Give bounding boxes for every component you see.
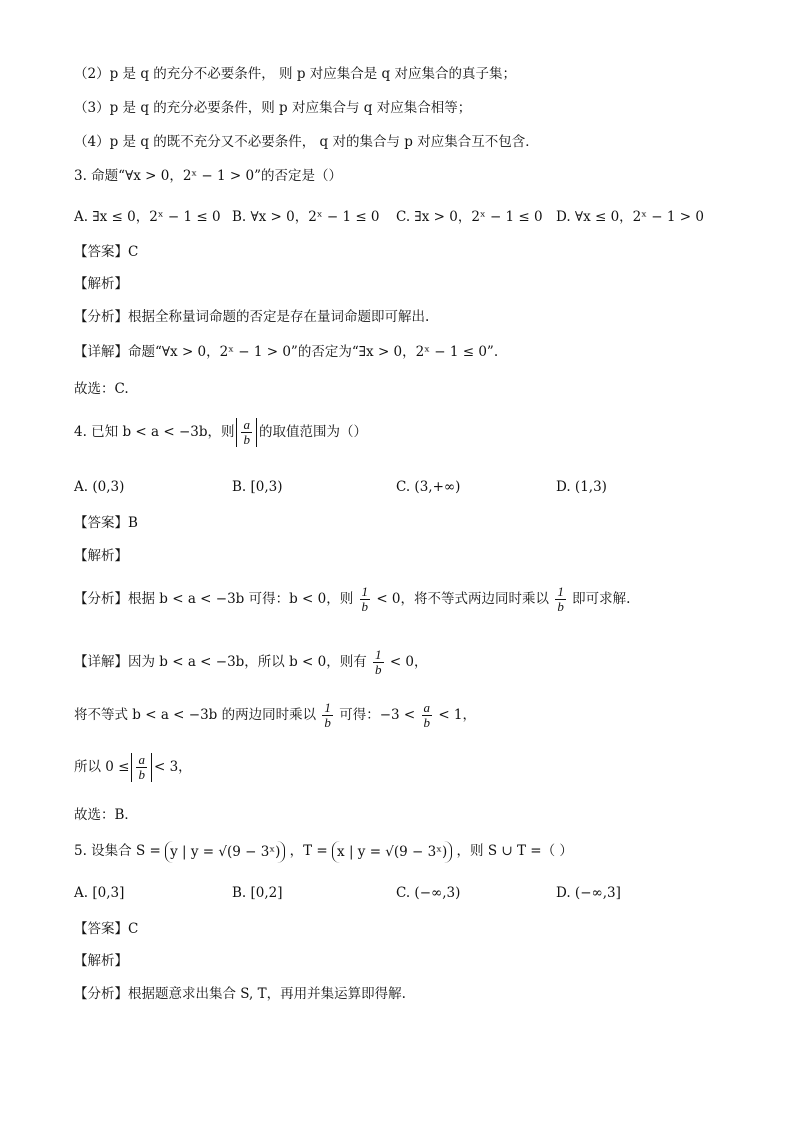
frac-den: b — [557, 599, 564, 614]
text: < 0，将不等式两边同时乘以 — [376, 591, 550, 607]
q5-option-a: A. [0,3] — [74, 885, 125, 901]
q4-fenxi — [74, 585, 630, 614]
frac-num: a — [138, 752, 145, 767]
q4-xiangjie-3 — [74, 753, 192, 782]
set-t: x | y = √(9 − 3ˣ) — [332, 841, 452, 863]
q5-answer: 【答案】C — [74, 921, 139, 937]
frac-den: b — [423, 715, 431, 730]
frac-num: a — [423, 700, 431, 715]
text: ，则 S ∪ T =（ ） — [456, 843, 573, 859]
q3-option-a: A. ∃x ≤ 0，2ˣ − 1 ≤ 0 — [74, 209, 221, 225]
text-line: （3）p 是 q 的充分必要条件，则 p 对应集合与 q 对应集合相等； — [74, 100, 472, 116]
text: < 0， — [389, 654, 428, 670]
q4-answer: 【答案】B — [74, 515, 138, 531]
abs-frac — [236, 418, 257, 447]
frac-den: b — [243, 432, 250, 447]
q3-answer: 【答案】C — [74, 244, 139, 260]
q3-jiexi: 【解析】 — [74, 276, 128, 292]
text: 【详解】因为 b < a < −3b，所以 b < 0，则有 — [74, 654, 367, 670]
q4-option-a: A. (0,3) — [74, 479, 125, 495]
text-line: （2）p 是 q 的充分不必要条件， 则 p 对应集合是 q 对应集合的真子集； — [74, 66, 516, 82]
q4-xiangjie-2 — [74, 701, 476, 730]
frac-num: 1 — [324, 700, 331, 715]
text: 5. 设集合 S = — [74, 843, 161, 859]
frac-den: b — [375, 662, 382, 677]
question-5-stem — [74, 840, 573, 863]
set-s: y | y = √(9 − 3ˣ) — [165, 841, 285, 863]
q5-option-c: C. (−∞,3) — [396, 885, 461, 901]
q4-xiangjie-1 — [74, 648, 428, 677]
q4-option-d: D. (1,3) — [556, 479, 607, 495]
q3-fenxi: 【分析】根据全称量词命题的否定是存在量词命题即可解出. — [74, 309, 430, 325]
q4-option-c: C. (3,+∞) — [396, 479, 461, 495]
q4-stem-part: 的取值范围为（） — [258, 424, 367, 440]
text: 所以 0 ≤ — [74, 759, 130, 775]
q4-guxuan: 故选：B． — [74, 807, 138, 823]
frac-num: 1 — [557, 584, 564, 599]
q3-option-b: B. ∀x > 0，2ˣ − 1 ≤ 0 — [232, 209, 380, 225]
frac-num: a — [243, 417, 250, 432]
text: 可得：−3 < — [339, 707, 416, 723]
q3-option-d: D. ∀x ≤ 0，2ˣ − 1 > 0 — [556, 209, 704, 225]
q4-stem-part: 4. 已知 b < a < −3b，则 — [74, 424, 235, 440]
q5-option-b: B. [0,2] — [232, 885, 283, 901]
frac-den: b — [324, 715, 331, 730]
text: < 1， — [438, 707, 477, 723]
q4-jiexi: 【解析】 — [74, 548, 128, 564]
q5-fenxi: 【分析】根据题意求出集合 S, T，再用并集运算即得解. — [74, 986, 406, 1002]
text: < 3， — [153, 759, 192, 775]
q3-option-c: C. ∃x > 0，2ˣ − 1 ≤ 0 — [396, 209, 543, 225]
frac-num: 1 — [375, 647, 382, 662]
text-line: （4）p 是 q 的既不充分又不必要条件， q 对的集合与 p 对应集合互不包含． — [74, 134, 539, 150]
frac-num: 1 — [361, 584, 369, 599]
q5-option-d: D. (−∞,3] — [556, 885, 621, 901]
q3-guxuan: 故选：C. — [74, 381, 129, 397]
abs-frac — [131, 753, 152, 782]
question-4-stem — [74, 418, 367, 447]
q4-option-b: B. [0,3) — [232, 479, 283, 495]
question-3-stem: 3. 命题“∀x > 0，2ˣ − 1 > 0”的否定是（） — [74, 168, 342, 184]
frac-den: b — [361, 599, 369, 614]
text: ，T = — [289, 843, 328, 859]
text: 将不等式 b < a < −3b 的两边同时乘以 — [74, 707, 317, 723]
q3-xiangjie: 【详解】命题“∀x > 0，2ˣ − 1 > 0”的否定为“∃x > 0，2ˣ − 1 ≤ 0”. — [74, 344, 499, 360]
text: 即可求解. — [572, 591, 631, 607]
frac-den: b — [138, 767, 145, 782]
text: 【分析】根据 b < a < −3b 可得：b < 0，则 — [74, 591, 354, 607]
q5-jiexi: 【解析】 — [74, 953, 128, 969]
